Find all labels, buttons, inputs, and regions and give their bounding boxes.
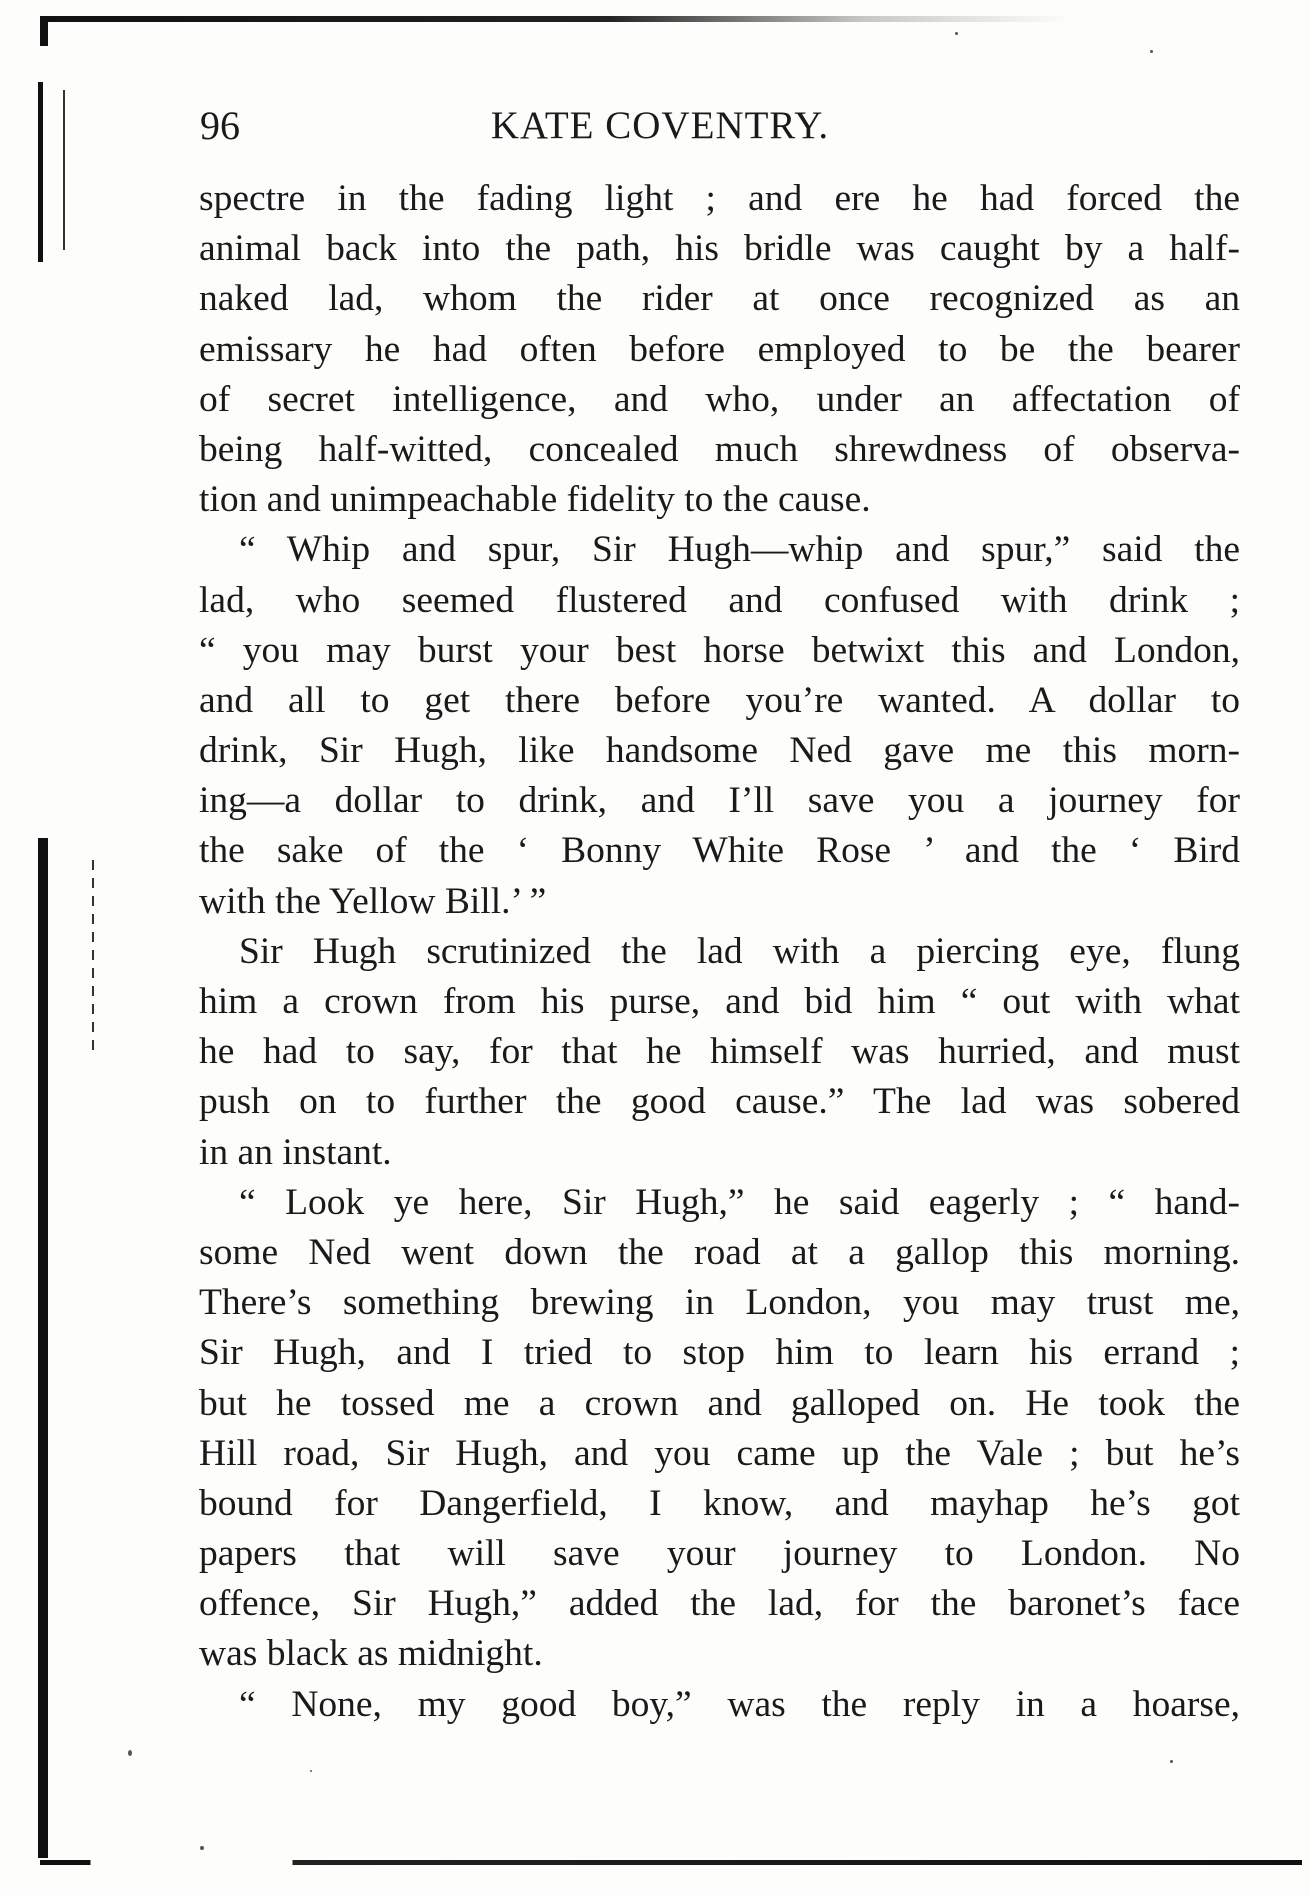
text-line: the sake of the ‘ Bonny White Rose ’ and the ‘ Bird: [199, 830, 1240, 872]
text-line: drink, Sir Hugh, like handsome Ned gave me this morn-: [199, 730, 1240, 772]
text-line: animal back into the path, his bridle was caught by a half-: [199, 228, 1240, 270]
text-line: spectre in the fading light ; and ere he had forced the: [199, 178, 1240, 219]
text-line: in an instant.: [199, 1131, 392, 1173]
text-line: some Ned went down the road at a gallop this morning.: [199, 1231, 1240, 1273]
running-title: KATE COVENTRY.: [490, 104, 830, 147]
scan-speck: [128, 1750, 132, 1756]
text-line: There’s something brewing in London, you may trust me,: [199, 1282, 1240, 1324]
scan-edge-bottom: [40, 1860, 1302, 1865]
text-line: with the Yellow Bill.’ ”: [199, 880, 547, 922]
text-line: Sir Hugh, and I tried to stop him to learn his errand ;: [199, 1332, 1240, 1374]
text-line: Sir Hugh scrutinized the lad with a piercing eye, flung: [239, 930, 1240, 972]
scan-speck: [1150, 50, 1153, 53]
text-line: tion and unimpeachable fidelity to the cause.: [199, 479, 871, 521]
text-line: ing—a dollar to drink, and I’ll save you a journey for: [199, 780, 1240, 822]
text-line: offence, Sir Hugh,” added the lad, for the baronet’s face: [199, 1583, 1240, 1625]
text-line: was black as midnight.: [199, 1633, 543, 1675]
text-line: papers that will save your journey to London. No: [199, 1533, 1240, 1575]
text-line: “ None, my good boy,” was the reply in a hoarse,: [239, 1683, 1240, 1725]
scan-mark-left-upper: [63, 90, 65, 250]
scan-speck: [955, 32, 958, 35]
scan-edge-top-corner: [40, 16, 48, 46]
scan-edge-left-lower: [38, 838, 48, 1858]
text-line: Hill road, Sir Hugh, and you came up the Vale ; but he’s: [199, 1432, 1240, 1474]
text-line: and all to get there before you’re wanted. A dollar to: [199, 679, 1240, 721]
scan-speck: [200, 1846, 204, 1850]
text-line: bound for Dangerfield, I know, and mayhap he’s got: [199, 1482, 1240, 1524]
text-line: emissary he had often before employed to be the bearer: [199, 328, 1240, 370]
text-line: push on to further the good cause.” The lad was sobered: [199, 1081, 1240, 1123]
text-line: of secret intelligence, and who, under an affectation of: [199, 378, 1240, 420]
text-line: but he tossed me a crown and galloped on. He took the: [199, 1382, 1240, 1424]
scan-speck: [1170, 1760, 1173, 1763]
body-text: [199, 174, 1240, 1730]
text-line: being half-witted, concealed much shrewdness of observa-: [199, 428, 1240, 470]
scan-edge-left-upper: [38, 82, 43, 262]
text-line: “ Whip and spur, Sir Hugh—whip and spur,” said the: [239, 529, 1240, 571]
scan-edge-top: [40, 16, 1070, 22]
text-line: him a crown from his purse, and bid him “ out with what: [199, 981, 1240, 1022]
text-line: “ Look ye here, Sir Hugh,” he said eagerly ; “ hand-: [239, 1181, 1240, 1223]
text-line: naked lad, whom the rider at once recognized as an: [199, 278, 1240, 320]
page-number: 96: [200, 103, 240, 148]
scan-mark-left-lower: [92, 860, 94, 1050]
text-line: “ you may burst your best horse betwixt this and London,: [199, 629, 1240, 671]
scan-speck: [310, 1770, 312, 1772]
text-line: lad, who seemed flustered and confused with drink ;: [199, 579, 1240, 621]
running-head: [200, 98, 1120, 154]
text-line: he had to say, for that he himself was hurried, and must: [199, 1031, 1240, 1073]
